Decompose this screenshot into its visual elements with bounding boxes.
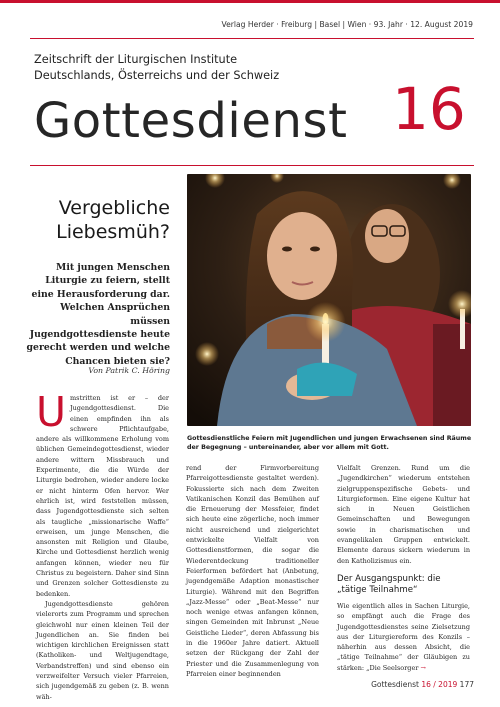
drop-cap: U	[36, 388, 67, 436]
separator-line	[30, 38, 474, 39]
candlelight-worship-photo	[187, 174, 471, 426]
section-heading: Der Ausgangspunkt: die „tätige Teilnahme“	[337, 573, 441, 596]
footer-journal-title: Gottesdienst	[371, 680, 419, 689]
continue-arrow-icon: →	[420, 663, 426, 672]
subtitle-line-1: Zeitschrift der Liturgischen Institute	[34, 53, 238, 66]
headline-line-2: Liebesmüh?	[56, 221, 170, 243]
publisher-meta: Verlag Herder · Freiburg | Basel | Wien · 93. Jahr · 12. August 2019	[221, 20, 473, 29]
body-column-1	[36, 388, 169, 702]
photo-caption: Gottesdienstliche Feiern mit Jugendlichen und jungen Erwachsenen sind Räume der Begegnung – untereinander, aber vor allem mit Gott.	[187, 435, 472, 451]
subtitle-line-2: Deutschlands, Österreichs und der Schweiz	[34, 68, 280, 82]
separator-line	[30, 165, 474, 166]
body-column-3	[337, 463, 470, 673]
page-number: 177	[459, 680, 474, 689]
article-headline	[20, 196, 170, 244]
body-column-2	[186, 463, 319, 679]
body-paragraph: rend der Firmvorbereitung Pfarreigottesdienste gestaltet werden). Fokussierte sich nach dem Zweiten Vatikanischen Konzil das Bemühen auf die Erneuerung der Messfeier, findet sich heute eine zögerliche, noch immer nicht ausreichend und zielgerichtet entwickelte Vielfalt von Gottesdienstformen, die sogar die Wiederentdeckung traditioneller Feierformen befördert hat (Anbetung, jugendgemäße Adaption monastischer Liturgie). Während mit den Begriffen „Jazz-Messe“ oder „Beat-Messe“ nur noch wenige etwas anfangen können, singen Gemeinden mit Inbrunst „Neue Geistliche Lieder“, deren Abfassung bis in die 1960er Jahre datiert. Aktuell setzen der Rückgang der Zahl der Priester und die Zusammenlegung von Pfarreien einer beginnenden	[186, 464, 319, 678]
masthead-title: Gottesdienst	[34, 93, 348, 149]
body-paragraph: Wie eigentlich alles in Sachen Liturgie, so empfängt auch die Frage des Jugendgottesdienstes seine Zielsetzung aus der Liturgiereform des Konzils – näherhin aus dessen Absicht, die „tätige Teilnahme“ der Gläubigen zu stärken: „Die Seelsorger	[337, 601, 470, 672]
body-paragraph: Jugendgottesdienste gehören vielerorts zum Programm und sprechen gleichwohl nur einen kleinen Teil der Jugendlichen an. Sie finden bei wichtigen kirchlichen Ereignissen statt (Katholiken- und Weltjugendtage, Verbandstreffen) und sind ebenso ein verzweifelter Versuch vieler Pfarreien, sich jugendgemäß zu geben (z. B. wenn wäh-	[36, 599, 169, 701]
footer-issue: 16 / 2019	[421, 680, 458, 689]
article-author: Von Patrik C. Höring	[88, 366, 170, 375]
body-paragraph: mstritten ist er – der Jugendgottesdienst. Die einen empfinden ihn als schwere Pflichtaufgabe, andere als willkommene Erholung vom üblichen Gemeindegottesdienst, wieder andere wittern Missbrauch und Experimente, die die Würde der Liturgie bedrohen, wieder andere locke er nicht hinterm Ofen hervor. Wer ehrlich ist, wird feststellen müssen, dass Jugendgottesdienste sich selten als taugliche „missionarische Waffe“ erweisen, um junge Menschen, die ansonsten mit Religion und Glaube, Kirche und Gottesdienst herzlich wenig anfangen können, wieder neu für Christus zu begeistern. Daher sind Sinn und Grenzen solcher Gottesdienste zu bedenken.	[36, 394, 169, 598]
body-paragraph: Vielfalt Grenzen. Rund um die „Jugendkirchen“ wiederum entstehen zielgruppenspezifische Gebets- und Liturgieformen. Eine eigene Kultur hat sich in Neuen Geistlichen Gemeinschaften und Bewegungen sowie in charismatischen und evangelikalen Gruppen entwickelt. Elemente daraus sickern wiederum in den Katholizismus ein.	[337, 464, 470, 565]
top-accent-bar	[0, 0, 500, 3]
headline-line-1: Vergebliche	[58, 197, 170, 219]
page-footer	[371, 680, 474, 689]
issue-number: 16	[392, 75, 466, 143]
journal-subtitle	[34, 52, 364, 83]
article-lead: Mit jungen Menschen Liturgie zu feiern, stellt eine Herausforderung dar. Welchen Ansprüchen müssen Jugendgottesdienste heute gerecht werden und welche Chancen bieten sie?	[26, 262, 170, 367]
